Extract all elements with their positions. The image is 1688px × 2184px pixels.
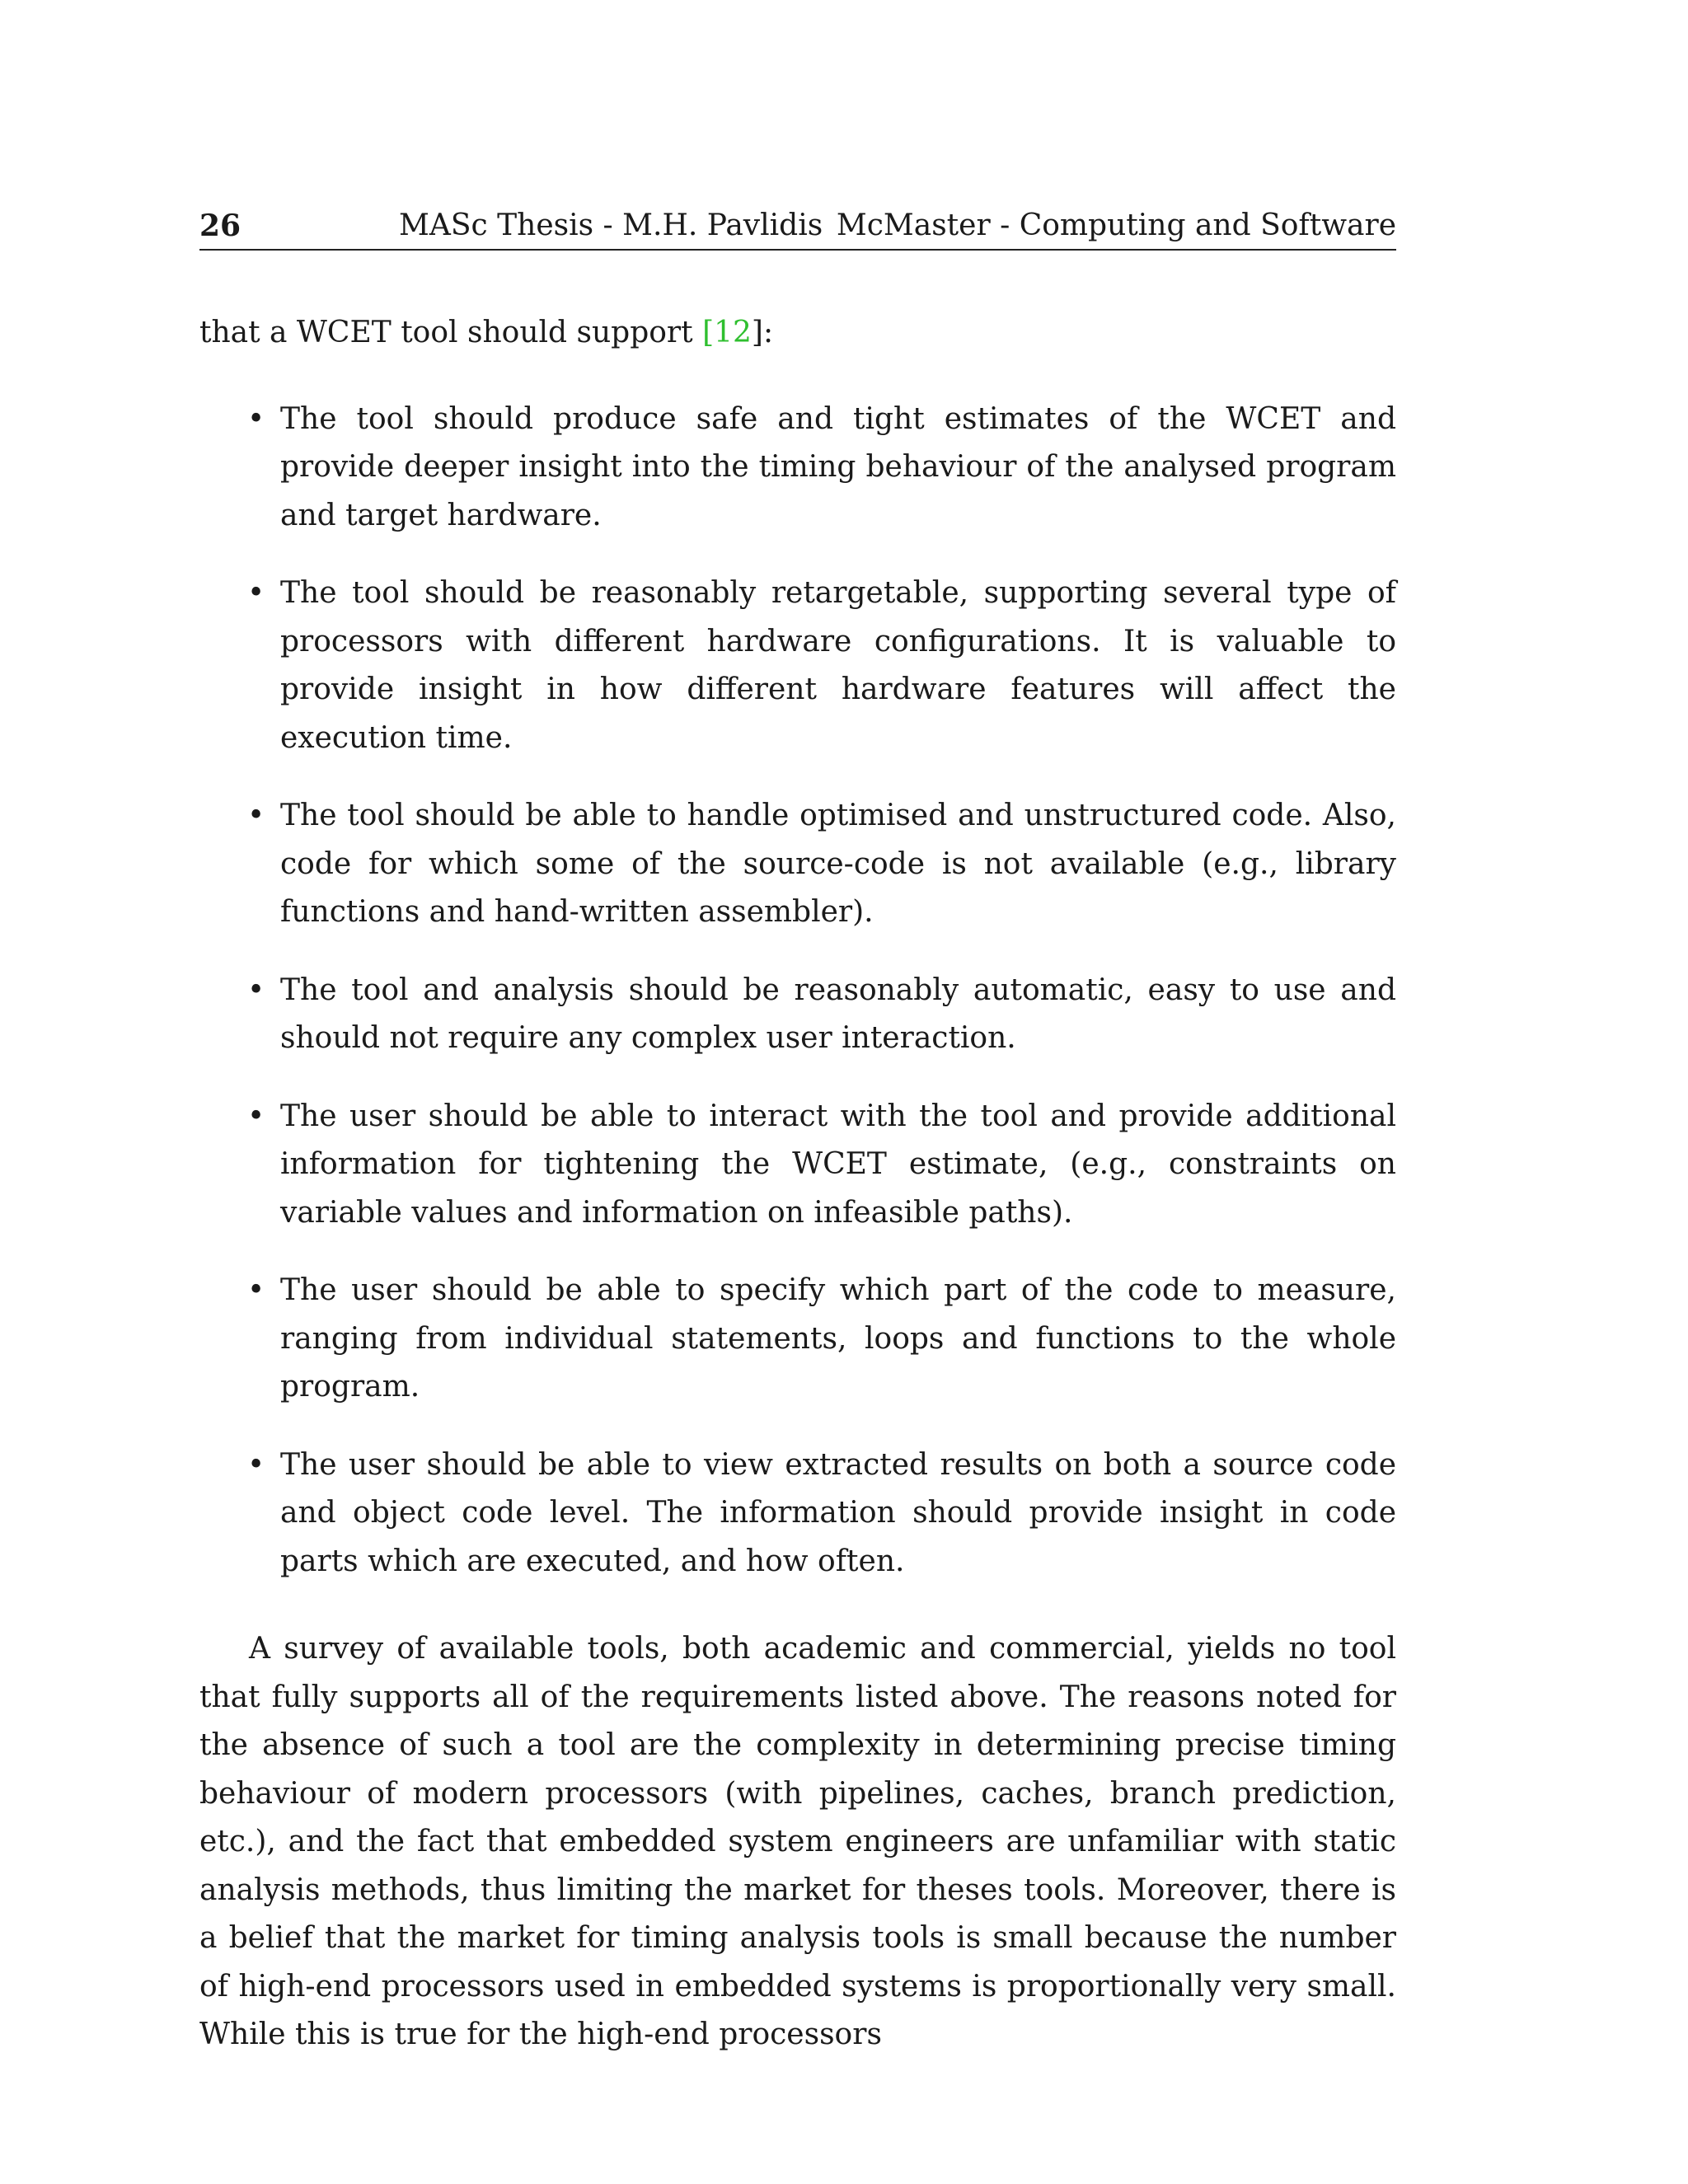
list-item-text: The tool and analysis should be reasonably automatic, easy to use and should not require any complex user interaction.	[280, 972, 1396, 1055]
list-item-text: The user should be able to view extracted results on both a source code and object code level. The information should provide insight in code parts which are executed, and how often.	[280, 1447, 1396, 1578]
citation-link[interactable]: 12	[714, 316, 752, 349]
list-item	[199, 1093, 1396, 1238]
bullet-icon: •	[247, 972, 265, 1007]
bullet-icon: •	[247, 1273, 265, 1307]
survey-paragraph: A survey of available tools, both academic and commercial, yields no tool that fully supports all of the requirements listed above. The reasons noted for the absence of such a tool are the complexity in determining precise timing behaviour of modern processors (with pipelines, caches, branch prediction, etc.), and the fact that embedded system engineers are unfamiliar with static analysis methods, thus limiting the market for theses tools. Moreover, there is a belief that the market for timing analysis tools is small because the number of high-end processors used in embedded systems is proportionally very small. While this is true for the high-end processors	[199, 1632, 1396, 2051]
lead-text: that a WCET tool should support	[199, 316, 703, 349]
bullet-icon: •	[247, 1447, 265, 1482]
list-item	[199, 396, 1396, 541]
list-item-text: The user should be able to interact with the tool and provide additional information for tightening the WCET estimate, (e.g., constraints on variable values and information on infeasible paths).	[280, 1099, 1396, 1230]
requirements-list	[199, 396, 1396, 1586]
list-item	[199, 1267, 1396, 1412]
page-number: 26	[199, 209, 241, 243]
lead-sentence	[199, 309, 1396, 358]
list-item	[199, 1441, 1396, 1586]
list-item	[199, 792, 1396, 937]
citation-open: [	[702, 316, 715, 349]
list-item	[199, 967, 1396, 1063]
citation-close: ]:	[751, 316, 774, 349]
list-item-text: The tool should produce safe and tight estimates of the WCET and provide deeper insight into the timing behaviour of the analysed program and target hardware.	[280, 401, 1396, 532]
bullet-icon: •	[247, 576, 265, 610]
list-item-text: The tool should be reasonably retargetable, supporting several type of processors with different hardware configurations. It is valuable to provide insight in how different hardware features will affect the execution time.	[280, 576, 1396, 755]
list-item	[199, 569, 1396, 762]
header-thesis-author: MASc Thesis - M.H. Pavlidis	[399, 209, 823, 242]
header-department: McMaster - Computing and Software	[836, 209, 1396, 242]
bullet-icon: •	[247, 799, 265, 832]
list-item-text: The tool should be able to handle optimised and unstructured code. Also, code for which some of the source-code is not available (e.g., library functions and hand-written assembler).	[280, 799, 1396, 929]
bullet-icon: •	[247, 401, 265, 436]
running-header	[199, 208, 1396, 251]
list-item-text: The user should be able to specify which part of the code to measure, ranging from individual statements, loops and functions to the whole program.	[280, 1273, 1396, 1404]
body-text	[199, 309, 1396, 2060]
thesis-page	[199, 0, 1396, 2184]
bullet-icon: •	[247, 1099, 265, 1133]
